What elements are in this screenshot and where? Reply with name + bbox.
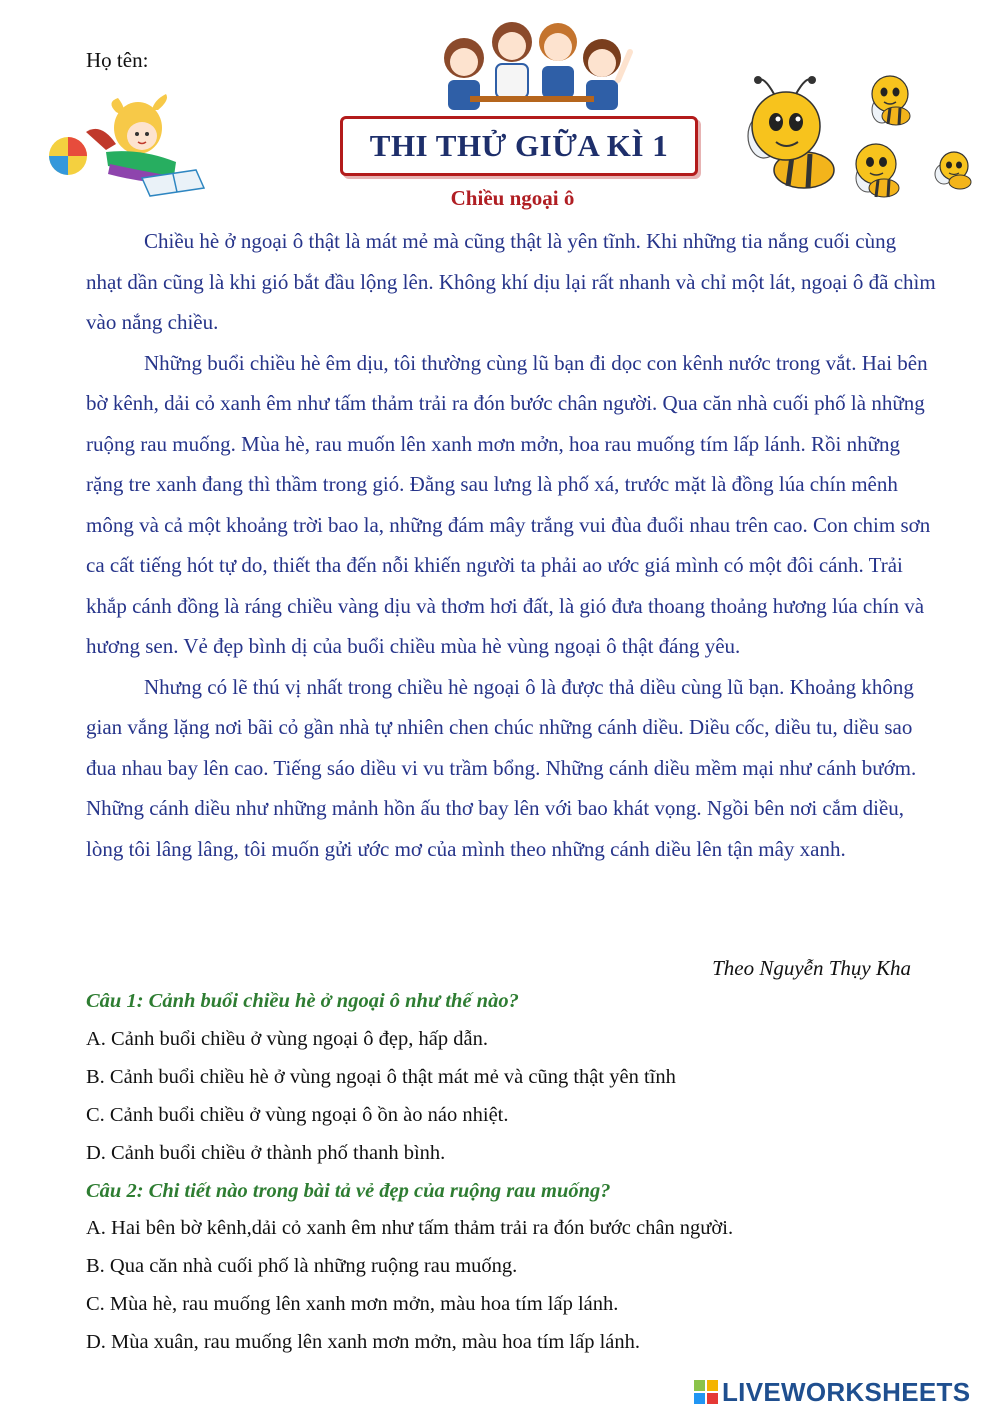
question-2-option-b[interactable]: B. Qua căn nhà cuối phố là những ruộng rau muống. — [86, 1255, 518, 1277]
passage-title: Chiều ngoại ô — [450, 186, 575, 210]
passage-paragraph: Chiều hè ở ngoại ô thật là mát mẻ mà cũng thật là yên tĩnh. Khi những tia nắng cuối cùng nhạt dần cũng là khi gió bắt đầu lộng lên. Không khí dịu lại rất nhanh và chỉ một lát, ngoại ô đã chìm vào nắng chiều. — [86, 229, 936, 334]
passage-paragraph: Nhưng có lẽ thú vị nhất trong chiều hè ngoại ô là được thả diều cùng lũ bạn. Khoảng không gian vắng lặng nơi bãi cỏ gần nhà tự nhiên chen chúc những cánh diều. Diều cốc, diều tu, diều sao đua nhau bay lên cao. Tiếng sáo diều vi vu trầm bổng. Những cánh diều mềm mại như cánh bướm. Những cánh diều như những mảnh hồn ấu thơ bay lên với bao khát vọng. Ngồi bên nơi cắm diều, lòng tôi lâng lâng, tôi muốn gửi ước mơ của mình theo những cánh diều lên tận mây xanh. — [86, 674, 917, 861]
exam-title: THI THỬ GIỮA KÌ 1 — [369, 128, 669, 163]
liveworksheets-brand: LIVEWORKSHEETS — [722, 1376, 971, 1407]
children-illustration — [430, 22, 634, 118]
question-1-option-a[interactable]: A. Cảnh buổi chiều ở vùng ngoại ô đẹp, hấp dẫn. — [86, 1028, 488, 1050]
exam-title-box — [340, 116, 698, 176]
question-2-option-a[interactable]: A. Hai bên bờ kênh,dải cỏ xanh êm như tấm thảm trải ra đón bước chân người. — [86, 1217, 734, 1239]
question-1-option-c[interactable]: C. Cảnh buổi chiều ở vùng ngoại ô ồn ào náo nhiệt. — [86, 1104, 509, 1126]
liveworksheets-icon — [694, 1380, 718, 1404]
reading-passage — [86, 221, 936, 869]
liveworksheets-logo[interactable] — [694, 1377, 970, 1407]
question-2-option-d[interactable]: D. Mùa xuân, rau muống lên xanh mơn mởn, màu hoa tím lấp lánh. — [86, 1331, 641, 1353]
question-1-option-b[interactable]: B. Cảnh buổi chiều hè ở vùng ngoại ô thật mát mẻ và cũng thật yên tĩnh — [86, 1066, 676, 1088]
passage-paragraph: Những buổi chiều hè êm dịu, tôi thường cùng lũ bạn đi dọc con kênh nước trong vắt. Hai bên bờ kênh, dải cỏ xanh êm như tấm thảm trải ra đón bước chân người. Qua căn nhà cuối phố là những ruộng rau muống. Mùa hè, rau muốn lên xanh mơn mởn, hoa rau muống tím lấp lánh. Rồi những rặng tre xanh đang thì thầm trong gió. Đằng sau lưng là phố xá, trước mặt là đồng lúa chín mênh mông và cả một khoảng trời bao la, những đám mây trắng vui đùa đuổi nhau trên cao. Con chim sơn ca cất tiếng hót tự do, thiết tha đến nỗi khiến người ta phải ao ước giá mình có một đôi cánh. Trải khắp cánh đồng là ráng chiều vàng dịu và thơm hơi đất, là gió đưa thoang thoảng hương lúa chín và hương sen. Vẻ đẹp bình dị của buổi chiều mùa hè vùng ngoại ô thật đáng yêu. — [86, 350, 931, 658]
question-1-option-d[interactable]: D. Cảnh buổi chiều ở thành phố thanh bình. — [86, 1142, 446, 1164]
bees-illustration — [744, 70, 984, 200]
question-1-title: Câu 1: Cảnh buổi chiều hè ở ngoại ô như thế nào? — [86, 990, 519, 1012]
question-2-option-c[interactable]: C. Mùa hè, rau muống lên xanh mơn mởn, màu hoa tím lấp lánh. — [86, 1293, 619, 1315]
question-2-title: Câu 2: Chi tiết nào trong bài tả vẻ đẹp của ruộng rau muống? — [86, 1180, 611, 1202]
passage-author: Theo Nguyễn Thụy Kha — [712, 956, 911, 980]
girl-reading-illustration — [46, 92, 210, 200]
name-label: Họ tên: — [86, 48, 149, 72]
